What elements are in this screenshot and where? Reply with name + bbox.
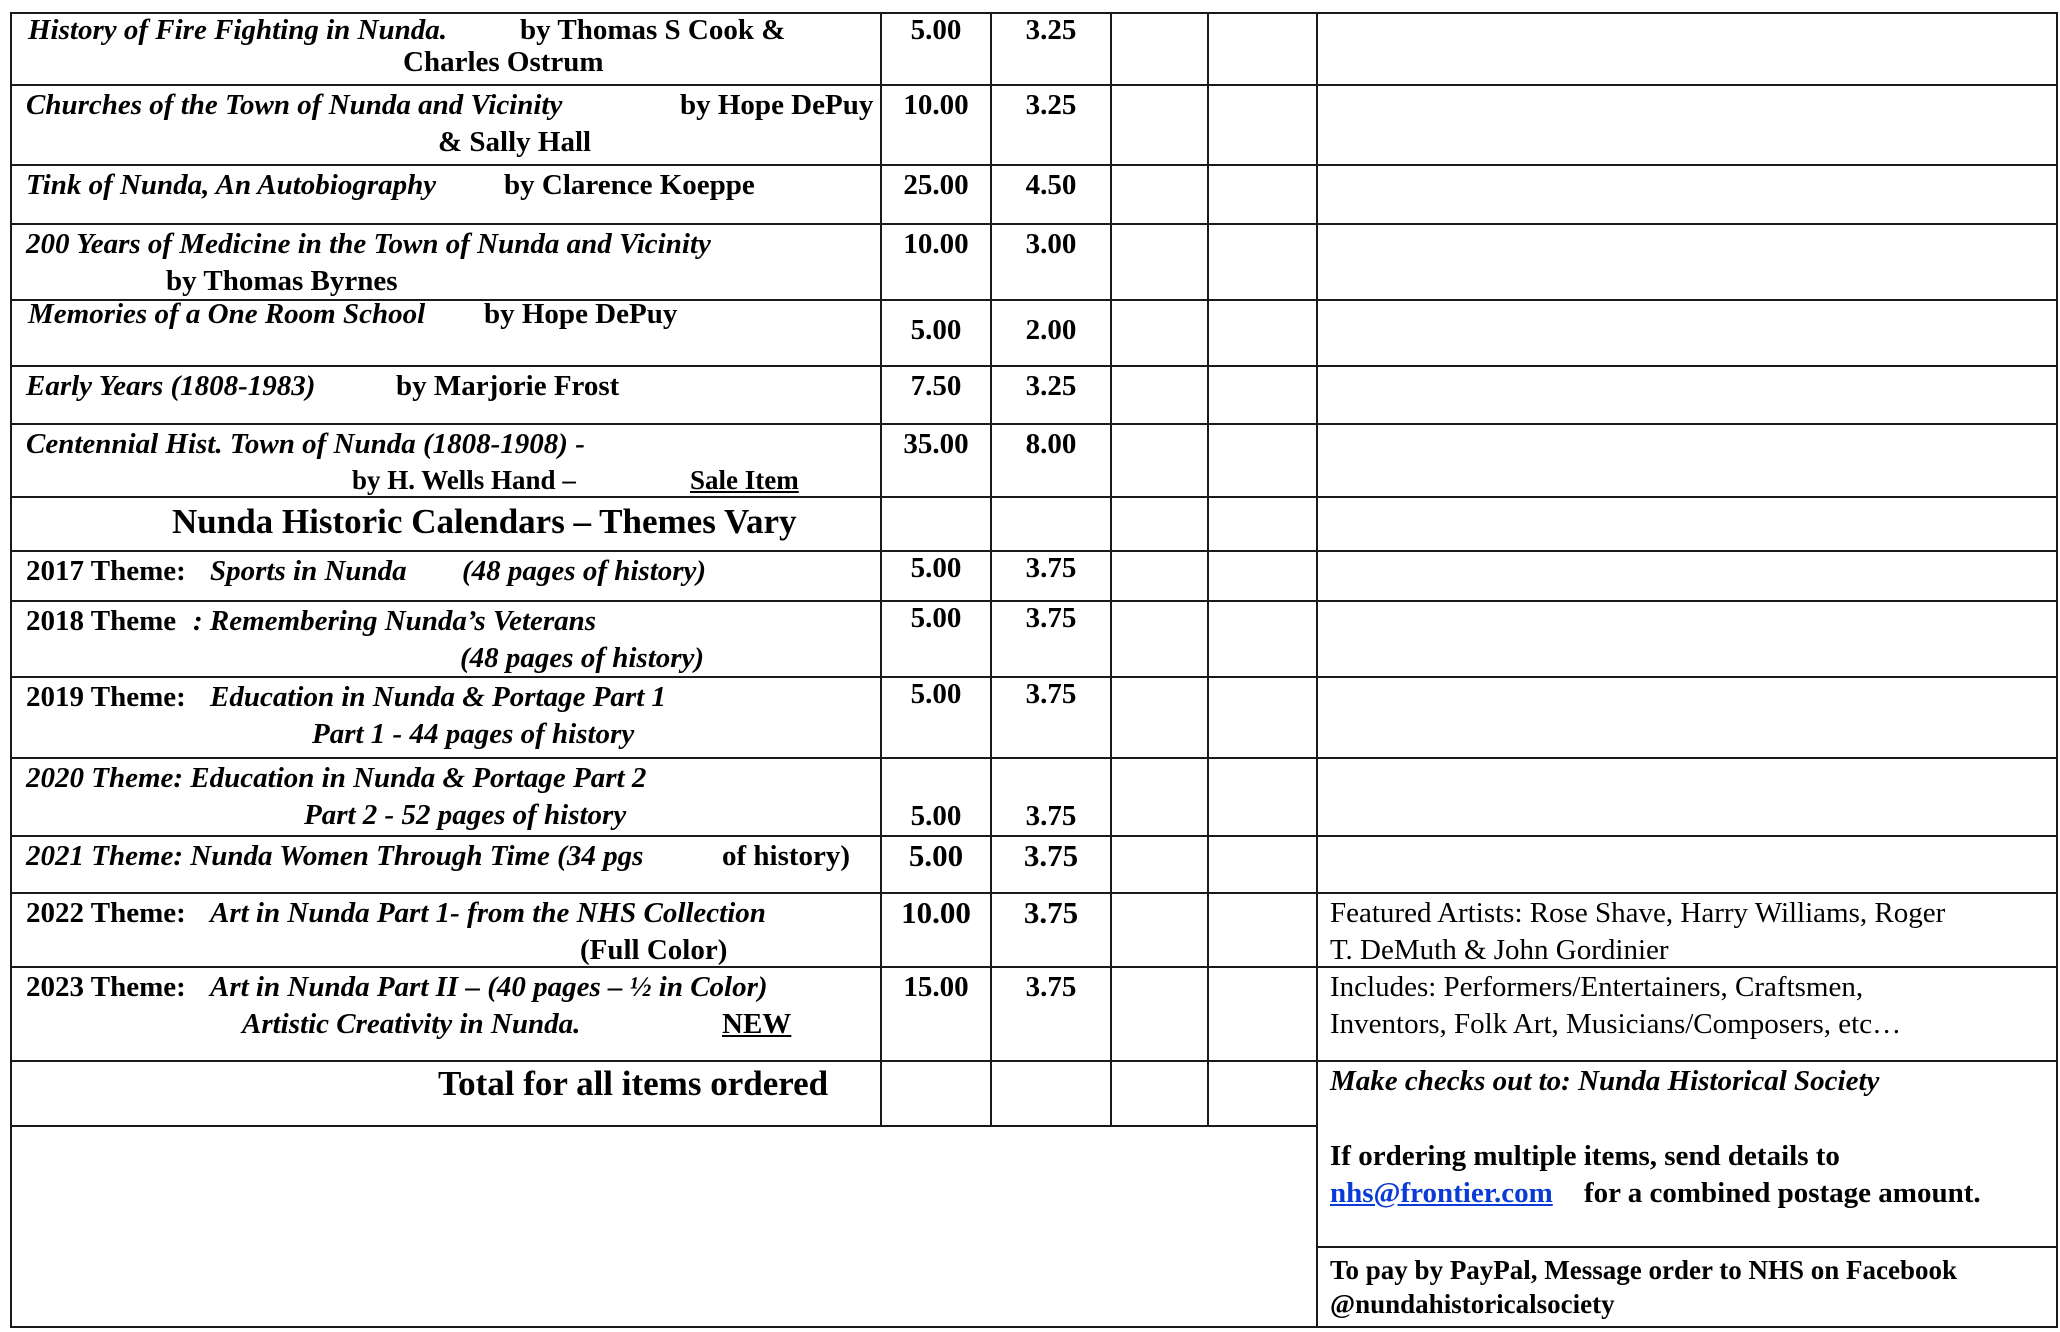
- price-cell: 15.00: [903, 971, 969, 1003]
- row-line: [10, 757, 2058, 759]
- total-label: Total for all items ordered: [438, 1064, 829, 1103]
- calendar-theme-pages: (48 pages of history): [462, 555, 707, 587]
- postage-cell: 4.50: [1025, 169, 1077, 201]
- new-tag: NEW: [722, 1008, 792, 1040]
- calendar-theme-note: (Full Color): [580, 934, 728, 966]
- row-line: [10, 966, 2058, 968]
- row-line: [10, 835, 2058, 837]
- calendar-theme-label: 2023 Theme:: [26, 971, 186, 1003]
- row-line: [10, 84, 2058, 86]
- col-divider-amount: [1207, 12, 1209, 1125]
- calendar-theme-tail: of history): [722, 840, 851, 872]
- book-title: Memories of a One Room School: [28, 298, 426, 330]
- row-line: [10, 365, 2058, 367]
- postage-cell: 3.75: [1025, 800, 1077, 832]
- postage-cell: 3.75: [1025, 602, 1077, 634]
- postage-cell: 3.75: [1025, 552, 1077, 584]
- row-line: [10, 892, 2058, 894]
- calendar-theme-label: 2022 Theme:: [26, 897, 186, 929]
- book-author-cont: & Sally Hall: [438, 126, 592, 158]
- price-cell: 10.00: [903, 89, 969, 121]
- calendar-section-heading: Nunda Historic Calendars – Themes Vary: [172, 502, 797, 541]
- price-cell: 5.00: [910, 14, 962, 46]
- price-cell: 35.00: [903, 428, 969, 460]
- calendar-theme-title: 2021 Theme: Nunda Women Through Time (34 pgs: [26, 840, 644, 872]
- postage-cell: 3.75: [1025, 971, 1077, 1003]
- price-cell: 25.00: [903, 169, 969, 201]
- postage-cell: 3.75: [1025, 678, 1077, 710]
- row-line: [10, 423, 2058, 425]
- calendar-theme-label: 2018 Theme: [26, 605, 177, 637]
- facebook-handle: @nundahistoricalsociety: [1330, 1289, 1615, 1319]
- col-divider-qty: [1110, 12, 1112, 1125]
- book-title: Early Years (1808-1983): [26, 370, 316, 402]
- calendar-theme-title: Education in Nunda & Portage Part 1: [210, 681, 667, 713]
- book-author: by Hope DePuy: [484, 298, 678, 330]
- postage-cell: 8.00: [1025, 428, 1077, 460]
- postage-cell: 3.75: [1023, 838, 1079, 873]
- border-right: [2056, 12, 2058, 1328]
- book-title: History of Fire Fighting in Nunda.: [28, 14, 447, 46]
- postage-cell: 2.00: [1025, 314, 1077, 346]
- calendar-theme-label: 2017 Theme:: [26, 555, 186, 587]
- price-cell: 5.00: [908, 838, 964, 873]
- row-line: [10, 164, 2058, 166]
- calendar-theme-title: 2020 Theme: Education in Nunda & Portage Part 2: [26, 762, 647, 794]
- postage-cell: 3.75: [1023, 895, 1079, 930]
- book-title: Churches of the Town of Nunda and Vicinity: [26, 89, 563, 121]
- featured-artists-note: Featured Artists: Rose Shave, Harry Williams, Roger: [1330, 897, 1946, 929]
- col-divider-notes: [1316, 12, 1318, 1328]
- book-author: by Marjorie Frost: [396, 370, 620, 402]
- book-author: by Clarence Koeppe: [504, 169, 755, 201]
- calendar-theme-pages: Part 1 - 44 pages of history: [312, 718, 635, 750]
- row-line: [1316, 1246, 2058, 1248]
- calendar-theme-title: Art in Nunda Part 1- from the NHS Collection: [210, 897, 766, 929]
- price-cell: 10.00: [903, 228, 969, 260]
- book-title: 200 Years of Medicine in the Town of Nunda and Vicinity: [26, 228, 711, 260]
- price-cell: 5.00: [910, 602, 962, 634]
- book-title: Tink of Nunda, An Autobiography: [26, 169, 437, 201]
- price-cell: 5.00: [910, 678, 962, 710]
- book-author: by Thomas S Cook &: [520, 14, 786, 46]
- calendar-theme-pages: Part 2 - 52 pages of history: [304, 799, 627, 831]
- sale-item-tag: Sale Item: [690, 465, 799, 495]
- border-left: [10, 12, 12, 1328]
- calendar-theme-subtitle: Artistic Creativity in Nunda.: [242, 1008, 581, 1040]
- row-line: [10, 496, 2058, 498]
- row-line: [10, 1060, 2058, 1062]
- calendar-theme-pages: (48 pages of history): [460, 642, 705, 674]
- calendar-theme-title: Art in Nunda Part II – (40 pages – ½ in Color): [210, 971, 768, 1003]
- includes-note-cont: Inventors, Folk Art, Musicians/Composers, etc…: [1330, 1008, 1902, 1040]
- includes-note: Includes: Performers/Entertainers, Craftsmen,: [1330, 971, 1864, 1003]
- postage-cell: 3.00: [1025, 228, 1077, 260]
- calendar-theme-title: : Remembering Nunda’s Veterans: [193, 605, 597, 637]
- postage-cell: 3.25: [1025, 14, 1077, 46]
- row-line: [10, 1125, 1317, 1127]
- book-author: by Hope DePuy: [680, 89, 874, 121]
- paypal-note: To pay by PayPal, Message order to NHS on Facebook: [1330, 1255, 1958, 1285]
- multiple-items-note: If ordering multiple items, send details to: [1330, 1140, 1840, 1172]
- price-cell: 10.00: [901, 895, 971, 930]
- book-author-cont: by Thomas Byrnes: [166, 265, 398, 297]
- book-author-cont: Charles Ostrum: [403, 46, 604, 78]
- multiple-items-note-cont: for a combined postage amount.: [1584, 1177, 1981, 1209]
- price-cell: 5.00: [910, 552, 962, 584]
- featured-artists-note-cont: T. DeMuth & John Gordinier: [1330, 934, 1669, 966]
- checks-payable-note: Make checks out to: Nunda Historical Society: [1330, 1065, 1880, 1097]
- book-title: Centennial Hist. Town of Nunda (1808-1908) -: [26, 428, 585, 460]
- price-cell: 5.00: [910, 314, 962, 346]
- postage-cell: 3.25: [1025, 370, 1077, 402]
- row-line: [10, 223, 2058, 225]
- order-form-table: [10, 12, 2058, 1328]
- postage-cell: 3.25: [1025, 89, 1077, 121]
- book-author-cont: by H. Wells Hand –: [352, 465, 576, 495]
- price-cell: 5.00: [910, 800, 962, 832]
- calendar-theme-title: Sports in Nunda: [210, 555, 407, 587]
- email-link[interactable]: nhs@frontier.com: [1330, 1177, 1553, 1209]
- calendar-theme-label: 2019 Theme:: [26, 681, 186, 713]
- row-line: [10, 1326, 2058, 1328]
- price-cell: 7.50: [910, 370, 962, 402]
